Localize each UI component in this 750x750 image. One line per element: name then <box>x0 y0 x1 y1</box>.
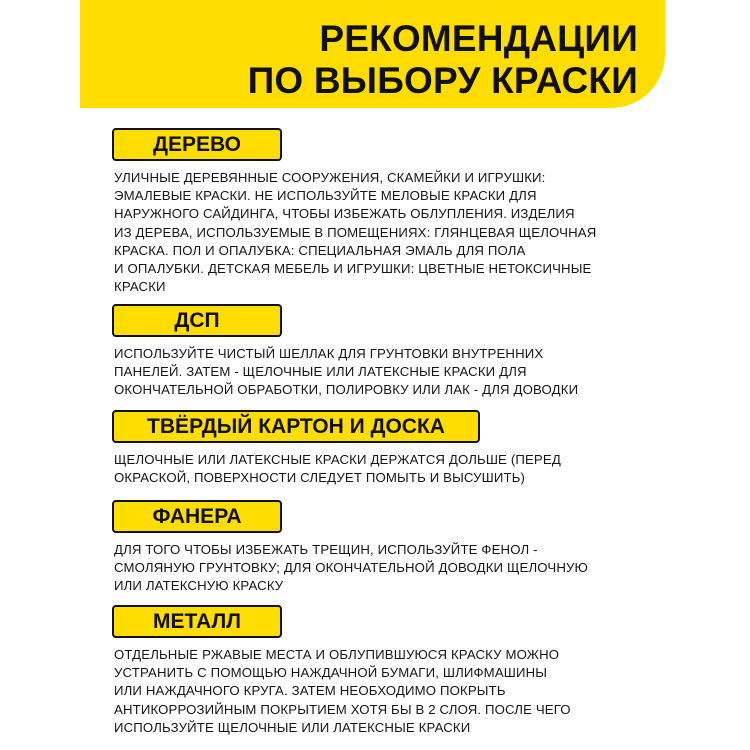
text-line: УЛИЧНЫЕ ДЕРЕВЯННЫЕ СООРУЖЕНИЯ, СКАМЕЙКИ И ИГРУШКИ: <box>114 170 546 185</box>
text-line: ПАНЕЛЕЙ. ЗАТЕМ - ЩЕЛОЧНЫЕ ИЛИ ЛАТЕКСНЫЕ КРАСКИ ДЛЯ <box>114 364 527 380</box>
section-text-plywood <box>114 541 644 596</box>
text-line: СМОЛЯНУЮ ГРУНТОВКУ; ДЛЯ ОКОНЧАТЕЛЬНОЙ ДОВОДКИ ЩЕЛОЧНУЮ <box>114 560 588 576</box>
section-text-wood <box>114 169 644 296</box>
text-line: ОКРАСКОЙ, ПОВЕРХНОСТИ СЛЕДУЕТ ПОМЫТЬ И ВЫСУШИТЬ) <box>114 470 526 486</box>
page-title-line-2: ПО ВЫБОРУ КРАСКИ <box>247 60 638 101</box>
page-title <box>248 18 638 102</box>
text-line: ИСПОЛЬЗУЙТЕ ЧИСТЫЙ ШЕЛЛАК ДЛЯ ГРУНТОВКИ ВНУТРЕННИХ <box>114 346 544 361</box>
text-line: ЩЕЛОЧНЫЕ ИЛИ ЛАТЕКСНЫЕ КРАСКИ ДЕРЖАТСЯ ДОЛЬШЕ (ПЕРЕД <box>114 452 561 467</box>
text-line: ОКОНЧАТЕЛЬНОЙ ОБРАБОТКИ, ПОЛИРОВКУ ИЛИ ЛАК - ДЛЯ ДОВОДКИ <box>114 382 579 398</box>
section-text-chipboard <box>114 345 644 400</box>
section-heading-hardboard: ТВЁРДЫЙ КАРТОН И ДОСКА <box>112 410 480 443</box>
text-line: ИЛИ ЛАТЕКСНУЮ КРАСКУ <box>114 578 284 594</box>
text-line: ДЛЯ ТОГО ЧТОБЫ ИЗБЕЖАТЬ ТРЕЩИН, ИСПОЛЬЗУЙТЕ ФЕНОЛ - <box>114 542 538 557</box>
section-heading-metal: МЕТАЛЛ <box>112 605 282 638</box>
text-line: ОТДЕЛЬНЫЕ РЖАВЫЕ МЕСТА И ОБЛУПИВШУЮСЯ КРАСКУ МОЖНО <box>114 647 560 662</box>
text-line: ИЛИ НАЖДАЧНОГО КРУГА. ЗАТЕМ НЕОБХОДИМО ПОКРЫТЬ <box>114 683 506 699</box>
section-heading-chipboard: ДСП <box>112 304 282 337</box>
text-line: НАРУЖНОГО САЙДИНГА, ЧТОБЫ ИЗБЕЖАТЬ ОБЛУПЛЕНИЯ. ИЗДЕЛИЯ <box>114 206 575 222</box>
section-text-hardboard <box>114 451 644 487</box>
section-heading-wood: ДЕРЕВО <box>112 128 282 161</box>
text-line: КРАСКИ <box>114 279 166 295</box>
text-line: И ОПАЛУБКИ. ДЕТСКАЯ МЕБЕЛЬ И ИГРУШКИ: ЦВЕТНЫЕ НЕТОКСИЧНЫЕ <box>114 261 592 277</box>
text-line: ИСПОЛЬЗУЙТЕ ЩЕЛОЧНЫЕ ИЛИ ЛАТЕКСНЫЕ КРАСКИ <box>114 719 471 735</box>
section-text-metal <box>114 646 644 737</box>
page-title-line-1: РЕКОМЕНДАЦИИ <box>319 18 638 59</box>
text-line: КРАСКА. ПОЛ И ОПАЛУБКА: СПЕЦИАЛЬНАЯ ЭМАЛЬ ДЛЯ ПОЛА <box>114 242 526 258</box>
text-line: АНТИКОРРОЗИЙНЫМ ПОКРЫТИЕМ ХОТЯ БЫ В 2 СЛОЯ. ПОСЛЕ ЧЕГО <box>114 701 571 717</box>
text-line: ИЗ ДЕРЕВА, ИСПОЛЬЗУЕМЫЕ В ПОМЕЩЕНИЯХ: ГЛЯНЦЕВАЯ ЩЕЛОЧНАЯ <box>114 224 597 240</box>
section-heading-plywood: ФАНЕРА <box>112 500 282 533</box>
text-line: ЭМАЛЕВЫЕ КРАСКИ. НЕ ИСПОЛЬЗУЙТЕ МЕЛОВЫЕ КРАСКИ ДЛЯ <box>114 188 537 204</box>
text-line: УСТРАНИТЬ С ПОМОЩЬЮ НАЖДАЧНОЙ БУМАГИ, ШЛИФМАШИНЫ <box>114 665 548 681</box>
